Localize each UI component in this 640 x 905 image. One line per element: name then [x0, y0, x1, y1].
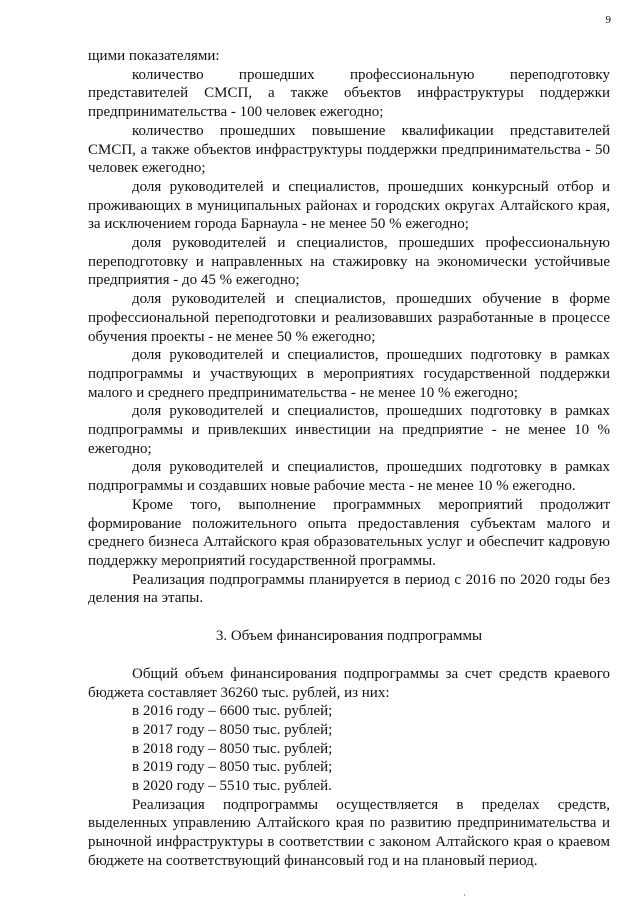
paragraph: доля руководителей и специалистов, прошедших обучение в форме профессиональной переподготовки и реализовавших разработанные в процессе обучения проекты - не менее 50 % ежегодно;	[88, 291, 610, 345]
document-body	[88, 47, 610, 871]
funding-year-item: в 2019 году – 8050 тыс. рублей;	[132, 759, 333, 776]
paragraph: щими показателями:	[88, 48, 220, 64]
paragraph: доля руководителей и специалистов, прошедших подготовку в рамках подпрограммы и привлекших инвестиции на предприятие - не менее 10 % ежегодно;	[88, 403, 610, 457]
paragraph: Кроме того, выполнение программных мероприятий продолжит формирование положительного опыта предоставления субъектам малого и среднего бизнеса Алтайского края образовательных услуг и обеспечит кадровую поддержку мероприятий государственной программы.	[88, 496, 610, 569]
section-heading: 3. Объем финансирования подпрограммы	[215, 628, 483, 645]
page-number: 9	[605, 14, 611, 26]
paragraph: доля руководителей и специалистов, прошедших конкурсный отбор и проживающих в муниципальных районах и городских округах Алтайского края, за исключением города Барнаула - не менее 50 % ежегодно;	[88, 178, 610, 233]
funding-year-item: в 2018 году – 8050 тыс. рублей;	[132, 740, 333, 757]
funding-year-item: в 2020 году – 5510 тыс. рублей.	[132, 778, 332, 795]
funding-year-item: в 2016 году – 6600 тыс. рублей;	[132, 703, 333, 720]
paragraph: Реализация подпрограммы планируется в период с 2016 по 2020 годы без деления на этапы.	[88, 571, 610, 607]
paragraph: количество прошедших профессиональную переподготовку представителей СМСП, а также объектов инфраструктуры поддержки предпринимательства - 100 человек ежегодно;	[88, 66, 610, 121]
indicators-section	[88, 47, 610, 608]
scan-mark: ·	[463, 890, 466, 900]
paragraph: доля руководителей и специалистов, прошедших подготовку в рамках подпрограммы и создавших новые рабочие места - не менее 10 % ежегодно.	[88, 459, 610, 495]
paragraph: доля руководителей и специалистов, прошедших подготовку в рамках подпрограммы и участвующих в мероприятиях государственной поддержки малого и среднего предпринимательства - не менее 10 % ежегодно;	[88, 347, 610, 401]
paragraph: доля руководителей и специалистов, прошедших профессиональную переподготовку и направленных на стажировку на экономически устойчивые предприятия - до 45 % ежегодно;	[88, 235, 610, 289]
paragraph: количество прошедших повышение квалификации представителей СМСП, а также объектов инфраструктуры поддержки предпринимательства - 50 человек ежегодно;	[88, 122, 610, 177]
funding-section	[88, 665, 610, 871]
funding-intro: Общий объем финансирования подпрограммы за счет средств краевого бюджета составляет 36260 тыс. рублей, из них:	[88, 665, 610, 701]
funding-year-item: в 2017 году – 8050 тыс. рублей;	[132, 721, 333, 738]
closing-paragraph: Реализация подпрограммы осуществляется в пределах средств, выделенных управлению Алтайского края по развитию предпринимательства и рыночной инфраструктуры в соответствии с законом Алтайского края о краевом бюджете на соответствующий финансовый год и на плановый период.	[88, 796, 610, 869]
